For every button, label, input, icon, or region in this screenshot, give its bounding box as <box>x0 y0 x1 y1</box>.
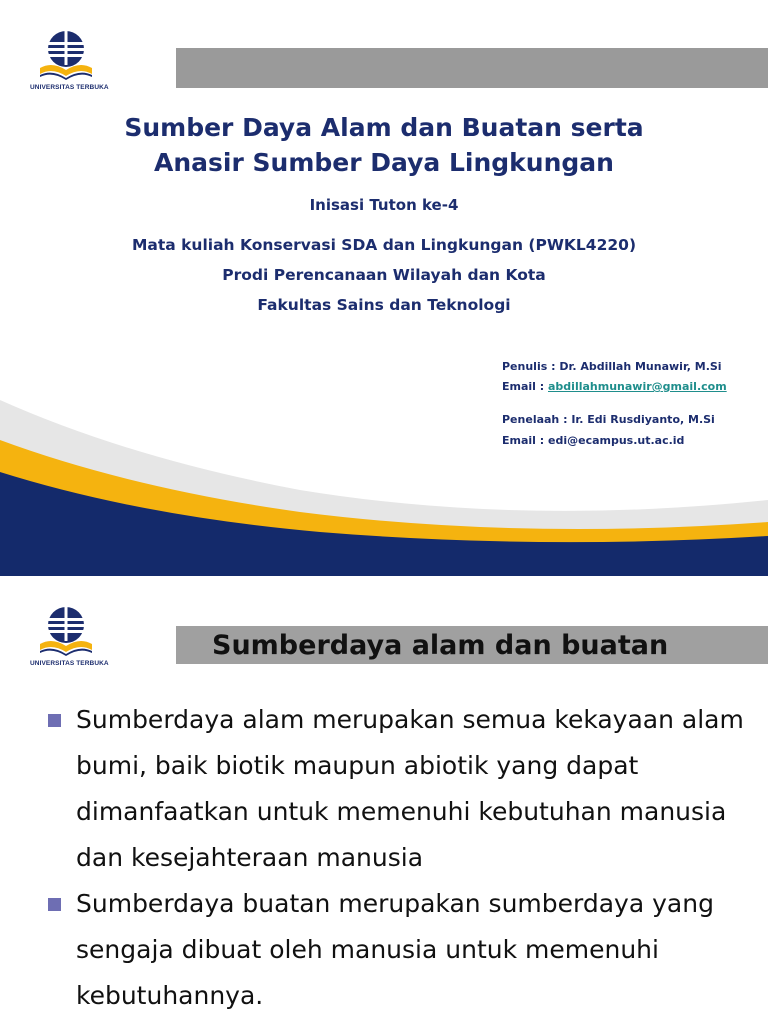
square-bullet-icon <box>48 714 61 727</box>
bullet-item <box>46 697 746 881</box>
faculty-line: Fakultas Sains dan Teknologi <box>257 296 511 314</box>
decorative-wave <box>0 400 768 576</box>
course-line: Mata kuliah Konservasi SDA dan Lingkungan (PWKL4220) <box>131 236 637 254</box>
bullet-item <box>46 881 746 1019</box>
university-logo <box>30 604 109 667</box>
slide-title <box>0 110 768 180</box>
logo-text: UNIVERSITAS TERBUKA <box>30 84 109 91</box>
program-line: Prodi Perencanaan Wilayah dan Kota <box>222 266 546 284</box>
author-email-line <box>502 380 727 393</box>
author-email-link[interactable]: abdillahmunawir@gmail.com <box>548 380 727 393</box>
bullet-text: Sumberdaya alam merupakan semua kekayaan alam bumi, baik biotik maupun abiotik yang dapat dimanfaatkan untuk memenuhi kebutuhan manusia dan kesejahteraan manusia <box>76 705 744 872</box>
subtitle: Inisasi Tuton ke-4 <box>309 196 459 214</box>
logo-emblem-icon <box>30 28 102 82</box>
slide-heading: Sumberdaya alam dan buatan <box>212 630 669 661</box>
title-line-2: Anasir Sumber Daya Lingkungan <box>154 148 614 177</box>
logo-emblem-icon <box>30 604 102 658</box>
author-credit: Penulis : Dr. Abdillah Munawir, M.Si <box>502 360 722 373</box>
reviewer-credit: Penelaah : Ir. Edi Rusdiyanto, M.Si <box>502 413 715 426</box>
author-email-label: Email : <box>502 380 548 393</box>
bullet-text: Sumberdaya buatan merupakan sumberdaya yang sengaja dibuat oleh manusia untuk memenuhi kebutuhannya. <box>76 889 714 1010</box>
header-bar <box>176 48 768 88</box>
slide-separator <box>0 576 768 584</box>
square-bullet-icon <box>48 898 61 911</box>
reviewer-email: Email : edi@ecampus.ut.ac.id <box>502 434 685 447</box>
content-slide <box>0 584 768 1024</box>
logo-text: UNIVERSITAS TERBUKA <box>30 660 109 667</box>
university-logo <box>30 28 109 91</box>
bullet-list <box>46 697 746 1019</box>
title-line-1: Sumber Daya Alam dan Buatan serta <box>124 113 644 142</box>
